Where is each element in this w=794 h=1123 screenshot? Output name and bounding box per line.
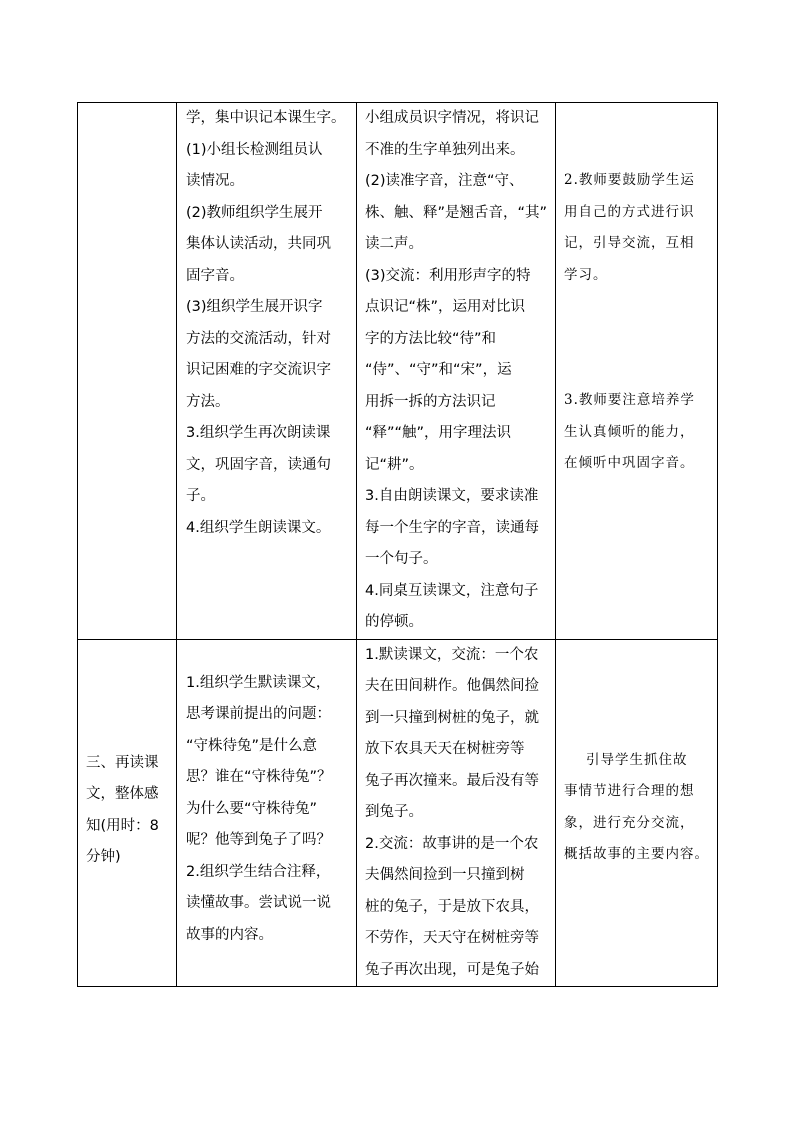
text-line: (1)小组长检测组员认 <box>186 141 323 158</box>
stage-title-line: 文，整体感 <box>86 786 159 802</box>
text-line: 兔子再次撞来。最后没有等 <box>365 772 539 789</box>
stage-cell <box>78 103 177 640</box>
text-line: 2.交流：故事讲的是一个农 <box>365 835 539 852</box>
text-line: 1.默读课文，交流：一个农 <box>365 646 539 663</box>
text-line: 子。 <box>186 488 215 504</box>
table-row <box>78 103 718 640</box>
text-line: 生认真倾听的能力， <box>564 423 695 440</box>
text-line: 故事的内容。 <box>186 926 273 943</box>
text-line: 到兔子。 <box>365 804 423 820</box>
text-line: 读情况。 <box>186 173 244 189</box>
text-line: 识记困难的字交流识字 <box>186 362 331 378</box>
text-line: 不劳作，天天守在树桩旁等 <box>365 930 539 946</box>
text-line: 夫在田间耕作。他偶然间捡 <box>365 678 539 694</box>
teacher-activity-cell <box>177 103 357 640</box>
text-line: 引导学生抓住故 <box>586 751 688 768</box>
text-line: 为什么要“守株待兔” <box>186 800 318 817</box>
text-line: 3.自由朗读课文，要求读准 <box>365 488 539 504</box>
text-line: 读二声。 <box>365 236 423 252</box>
text-line: 记，引导交流，互相 <box>564 235 695 251</box>
stage-title-line: 三、再读课 <box>86 754 159 771</box>
student-activity-cell <box>357 103 556 640</box>
text-line: 4.同桌互读课文，注意句子 <box>365 582 539 599</box>
text-line: “守株待兔”是什么意 <box>186 737 318 754</box>
table-row <box>78 639 718 987</box>
text-line: 呢？他等到兔子了吗？ <box>186 832 331 848</box>
text-line: 用拆一拆的方法识记 <box>365 393 496 410</box>
text-line: 点识记“株”，运用对比识 <box>365 299 526 315</box>
text-line: 2.教师要鼓励学生运 <box>564 172 695 188</box>
stage-cell <box>78 639 177 987</box>
text-line: 每一个生字的字音，读通每 <box>365 519 539 536</box>
teacher-activity-cell <box>177 639 357 987</box>
text-line: 读懂故事。尝试说一说 <box>186 895 331 911</box>
text-line: 学，集中识记本课生字。 <box>186 110 346 126</box>
text-line: 不准的生字单独列出来。 <box>365 141 525 158</box>
design-intent-cell <box>556 639 718 987</box>
text-line: 用自己的方式进行识 <box>564 203 695 220</box>
text-line: 思？谁在“守株待兔”？ <box>186 769 332 785</box>
stage-title-line: 知(用时：8 <box>86 817 159 834</box>
text-line: 方法的交流活动，针对 <box>186 330 331 347</box>
text-line: 3.教师要注意培养学 <box>564 392 695 408</box>
lesson-plan-table <box>77 102 718 987</box>
text-line: 株、触、释”是翘舌音，“其” <box>365 204 548 221</box>
text-line: 象，进行充分交流， <box>564 814 695 831</box>
text-line: “侍”、“守”和“宋”，运 <box>365 362 512 378</box>
stage-title-line: 分钟) <box>86 849 121 865</box>
text-line: 2.组织学生结合注释， <box>186 863 331 880</box>
text-line: 文，巩固字音，读通句 <box>186 456 331 473</box>
text-line: 事情节进行合理的想 <box>564 783 695 799</box>
text-line: 在倾听中巩固字音。 <box>564 455 695 471</box>
text-line: 字的方法比较“待”和 <box>365 330 497 347</box>
text-line: (3)组织学生展开识字 <box>186 299 323 315</box>
text-line: 放下农具天天在树桩旁等 <box>365 741 525 757</box>
text-line: 3.组织学生再次朗读课 <box>186 425 331 441</box>
text-line: 一个句子。 <box>365 551 438 567</box>
text-line: (2)教师组织学生展开 <box>186 204 323 221</box>
text-line: 固字音。 <box>186 267 244 284</box>
text-line: 1.组织学生默读课文， <box>186 674 331 691</box>
text-line: 兔子再次出现，可是兔子始 <box>365 961 539 978</box>
text-line: 方法。 <box>186 393 230 410</box>
text-line: 到一只撞到树桩的兔子，就 <box>365 709 539 726</box>
text-line: 概括故事的主要内容。 <box>564 846 709 862</box>
text-line: 桩的兔子，于是放下农具， <box>365 898 539 915</box>
text-line: 学习。 <box>564 266 608 283</box>
text-line: (3)交流：利用形声字的特 <box>365 267 531 284</box>
text-line: 4.组织学生朗读课文。 <box>186 519 331 536</box>
text-line: 记“耕”。 <box>365 456 424 473</box>
text-line: 集体认读活动，共同巩 <box>186 236 331 252</box>
design-intent-cell <box>556 103 718 640</box>
text-line: 小组成员识字情况，将识记 <box>365 110 539 126</box>
text-line: 的停顿。 <box>365 614 423 630</box>
text-line: 夫偶然间捡到一只撞到树 <box>365 867 525 883</box>
text-line: (2)读准字音，注意“守、 <box>365 173 524 189</box>
text-line: “释”“触”，用字理法识 <box>365 425 512 441</box>
student-activity-cell <box>357 639 556 987</box>
text-line: 思考课前提出的问题： <box>186 706 331 722</box>
